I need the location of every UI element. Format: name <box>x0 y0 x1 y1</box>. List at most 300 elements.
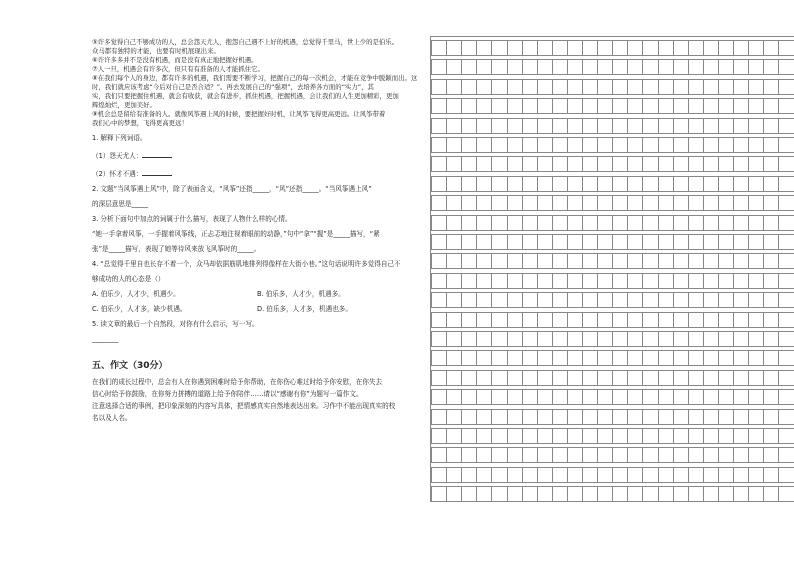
grid-cell[interactable] <box>567 429 582 443</box>
grid-cell[interactable] <box>537 448 552 462</box>
grid-cell[interactable] <box>763 80 778 94</box>
grid-cell[interactable] <box>552 60 567 74</box>
grid-cell[interactable] <box>476 293 491 307</box>
grid-cell[interactable] <box>537 99 552 113</box>
grid-cell[interactable] <box>537 80 552 94</box>
grid-cell[interactable] <box>642 429 657 443</box>
grid-cell[interactable] <box>718 274 733 288</box>
grid-cell[interactable] <box>673 60 688 74</box>
grid-cell[interactable] <box>582 351 597 365</box>
grid-cell[interactable] <box>627 254 642 268</box>
grid-cell[interactable] <box>627 487 642 501</box>
grid-cell[interactable] <box>763 429 778 443</box>
grid-cell[interactable] <box>597 448 612 462</box>
grid-cell[interactable] <box>507 235 522 249</box>
grid-cell[interactable] <box>522 60 537 74</box>
grid-cell[interactable] <box>763 235 778 249</box>
grid-cell[interactable] <box>778 410 793 424</box>
grid-cell[interactable] <box>688 274 703 288</box>
grid-cell[interactable] <box>642 119 657 133</box>
grid-cell[interactable] <box>658 410 673 424</box>
grid-cell[interactable] <box>612 332 627 346</box>
grid-cell[interactable] <box>642 410 657 424</box>
grid-cell[interactable] <box>627 448 642 462</box>
grid-cell[interactable] <box>597 80 612 94</box>
grid-cell[interactable] <box>507 216 522 230</box>
grid-cell[interactable] <box>567 41 582 55</box>
grid-cell[interactable] <box>446 332 461 346</box>
grid-cell[interactable] <box>522 313 537 327</box>
grid-cell[interactable] <box>431 487 446 501</box>
grid-cell[interactable] <box>688 60 703 74</box>
grid-cell[interactable] <box>688 254 703 268</box>
grid-cell[interactable] <box>763 196 778 210</box>
grid-cell[interactable] <box>431 313 446 327</box>
grid-cell[interactable] <box>673 274 688 288</box>
grid-cell[interactable] <box>688 216 703 230</box>
grid-cell[interactable] <box>688 41 703 55</box>
grid-cell[interactable] <box>522 99 537 113</box>
grid-cell[interactable] <box>491 448 506 462</box>
grid-cell[interactable] <box>461 119 476 133</box>
grid-cell[interactable] <box>567 157 582 171</box>
grid-cell[interactable] <box>507 371 522 385</box>
grid-cell[interactable] <box>507 390 522 404</box>
grid-cell[interactable] <box>446 293 461 307</box>
grid-cell[interactable] <box>733 293 748 307</box>
grid-cell[interactable] <box>507 448 522 462</box>
grid-cell[interactable] <box>748 157 763 171</box>
grid-cell[interactable] <box>748 119 763 133</box>
grid-cell[interactable] <box>476 390 491 404</box>
grid-cell[interactable] <box>748 177 763 191</box>
grid-cell[interactable] <box>688 448 703 462</box>
grid-cell[interactable] <box>582 254 597 268</box>
grid-cell[interactable] <box>461 410 476 424</box>
grid-cell[interactable] <box>673 157 688 171</box>
answer-blank[interactable] <box>142 167 172 176</box>
grid-cell[interactable] <box>658 196 673 210</box>
grid-cell[interactable] <box>658 351 673 365</box>
grid-cell[interactable] <box>703 410 718 424</box>
grid-cell[interactable] <box>703 235 718 249</box>
grid-cell[interactable] <box>597 235 612 249</box>
grid-cell[interactable] <box>431 468 446 482</box>
grid-cell[interactable] <box>491 216 506 230</box>
grid-cell[interactable] <box>552 216 567 230</box>
grid-cell[interactable] <box>597 99 612 113</box>
grid-cell[interactable] <box>582 235 597 249</box>
grid-cell[interactable] <box>431 177 446 191</box>
grid-cell[interactable] <box>627 99 642 113</box>
grid-cell[interactable] <box>491 41 506 55</box>
grid-cell[interactable] <box>507 293 522 307</box>
grid-cell[interactable] <box>537 60 552 74</box>
grid-cell[interactable] <box>552 274 567 288</box>
grid-cell[interactable] <box>688 80 703 94</box>
grid-cell[interactable] <box>537 313 552 327</box>
grid-cell[interactable] <box>507 410 522 424</box>
grid-cell[interactable] <box>733 99 748 113</box>
grid-cell[interactable] <box>567 332 582 346</box>
grid-cell[interactable] <box>582 274 597 288</box>
grid-cell[interactable] <box>597 254 612 268</box>
grid-cell[interactable] <box>688 235 703 249</box>
grid-cell[interactable] <box>658 216 673 230</box>
grid-cell[interactable] <box>627 80 642 94</box>
grid-cell[interactable] <box>733 254 748 268</box>
grid-cell[interactable] <box>688 99 703 113</box>
grid-cell[interactable] <box>552 196 567 210</box>
grid-cell[interactable] <box>522 429 537 443</box>
grid-cell[interactable] <box>703 216 718 230</box>
grid-cell[interactable] <box>612 293 627 307</box>
grid-cell[interactable] <box>642 216 657 230</box>
grid-cell[interactable] <box>763 41 778 55</box>
grid-cell[interactable] <box>778 254 793 268</box>
essay-writing-grid[interactable] <box>430 36 794 502</box>
grid-cell[interactable] <box>658 157 673 171</box>
grid-cell[interactable] <box>658 60 673 74</box>
grid-cell[interactable] <box>658 41 673 55</box>
grid-cell[interactable] <box>658 274 673 288</box>
grid-cell[interactable] <box>461 80 476 94</box>
grid-cell[interactable] <box>597 390 612 404</box>
grid-cell[interactable] <box>778 196 793 210</box>
grid-cell[interactable] <box>778 60 793 74</box>
grid-cell[interactable] <box>703 157 718 171</box>
grid-cell[interactable] <box>476 119 491 133</box>
grid-cell[interactable] <box>703 274 718 288</box>
grid-cell[interactable] <box>431 60 446 74</box>
grid-cell[interactable] <box>703 448 718 462</box>
grid-cell[interactable] <box>597 410 612 424</box>
grid-cell[interactable] <box>507 487 522 501</box>
grid-cell[interactable] <box>778 468 793 482</box>
grid-cell[interactable] <box>778 293 793 307</box>
grid-cell[interactable] <box>537 371 552 385</box>
grid-cell[interactable] <box>476 177 491 191</box>
grid-cell[interactable] <box>642 196 657 210</box>
grid-cell[interactable] <box>446 429 461 443</box>
grid-cell[interactable] <box>461 196 476 210</box>
grid-cell[interactable] <box>612 235 627 249</box>
grid-cell[interactable] <box>582 410 597 424</box>
grid-cell[interactable] <box>642 487 657 501</box>
grid-cell[interactable] <box>733 390 748 404</box>
grid-cell[interactable] <box>627 313 642 327</box>
grid-cell[interactable] <box>703 60 718 74</box>
grid-cell[interactable] <box>446 390 461 404</box>
grid-cell[interactable] <box>673 313 688 327</box>
grid-cell[interactable] <box>461 351 476 365</box>
grid-cell[interactable] <box>522 138 537 152</box>
grid-cell[interactable] <box>748 351 763 365</box>
grid-cell[interactable] <box>718 41 733 55</box>
grid-cell[interactable] <box>446 41 461 55</box>
grid-cell[interactable] <box>612 410 627 424</box>
grid-cell[interactable] <box>582 41 597 55</box>
grid-cell[interactable] <box>537 293 552 307</box>
grid-cell[interactable] <box>673 216 688 230</box>
grid-cell[interactable] <box>446 99 461 113</box>
grid-cell[interactable] <box>658 99 673 113</box>
grid-cell[interactable] <box>703 80 718 94</box>
grid-cell[interactable] <box>703 487 718 501</box>
grid-cell[interactable] <box>688 157 703 171</box>
grid-cell[interactable] <box>582 177 597 191</box>
grid-cell[interactable] <box>748 274 763 288</box>
grid-cell[interactable] <box>778 274 793 288</box>
grid-cell[interactable] <box>642 351 657 365</box>
grid-cell[interactable] <box>763 60 778 74</box>
grid-cell[interactable] <box>658 254 673 268</box>
grid-cell[interactable] <box>522 293 537 307</box>
grid-cell[interactable] <box>718 351 733 365</box>
grid-cell[interactable] <box>567 371 582 385</box>
grid-cell[interactable] <box>703 390 718 404</box>
grid-cell[interactable] <box>658 390 673 404</box>
grid-cell[interactable] <box>763 468 778 482</box>
grid-cell[interactable] <box>597 216 612 230</box>
grid-cell[interactable] <box>703 254 718 268</box>
grid-cell[interactable] <box>522 254 537 268</box>
grid-cell[interactable] <box>597 157 612 171</box>
grid-cell[interactable] <box>733 351 748 365</box>
grid-cell[interactable] <box>552 293 567 307</box>
grid-cell[interactable] <box>431 410 446 424</box>
grid-cell[interactable] <box>476 410 491 424</box>
grid-cell[interactable] <box>748 429 763 443</box>
grid-cell[interactable] <box>431 371 446 385</box>
grid-cell[interactable] <box>522 487 537 501</box>
grid-cell[interactable] <box>673 429 688 443</box>
grid-cell[interactable] <box>748 390 763 404</box>
grid-cell[interactable] <box>703 332 718 346</box>
grid-cell[interactable] <box>491 196 506 210</box>
grid-cell[interactable] <box>733 177 748 191</box>
grid-cell[interactable] <box>748 371 763 385</box>
grid-cell[interactable] <box>612 371 627 385</box>
grid-cell[interactable] <box>612 99 627 113</box>
grid-cell[interactable] <box>642 293 657 307</box>
grid-cell[interactable] <box>522 274 537 288</box>
grid-cell[interactable] <box>718 371 733 385</box>
grid-cell[interactable] <box>703 196 718 210</box>
grid-cell[interactable] <box>537 410 552 424</box>
grid-cell[interactable] <box>778 332 793 346</box>
grid-cell[interactable] <box>582 196 597 210</box>
answer-blank[interactable] <box>142 149 172 158</box>
grid-cell[interactable] <box>718 448 733 462</box>
grid-cell[interactable] <box>658 371 673 385</box>
grid-cell[interactable] <box>522 332 537 346</box>
grid-cell[interactable] <box>642 468 657 482</box>
grid-cell[interactable] <box>552 487 567 501</box>
grid-cell[interactable] <box>431 80 446 94</box>
grid-cell[interactable] <box>688 371 703 385</box>
grid-cell[interactable] <box>446 196 461 210</box>
grid-cell[interactable] <box>597 119 612 133</box>
grid-cell[interactable] <box>522 216 537 230</box>
grid-cell[interactable] <box>612 448 627 462</box>
grid-cell[interactable] <box>491 293 506 307</box>
grid-cell[interactable] <box>537 177 552 191</box>
grid-cell[interactable] <box>688 177 703 191</box>
grid-cell[interactable] <box>627 138 642 152</box>
grid-cell[interactable] <box>733 274 748 288</box>
grid-cell[interactable] <box>491 429 506 443</box>
grid-cell[interactable] <box>673 119 688 133</box>
grid-cell[interactable] <box>567 390 582 404</box>
grid-cell[interactable] <box>778 41 793 55</box>
grid-cell[interactable] <box>718 468 733 482</box>
grid-cell[interactable] <box>778 216 793 230</box>
grid-cell[interactable] <box>446 235 461 249</box>
grid-cell[interactable] <box>522 235 537 249</box>
grid-cell[interactable] <box>507 274 522 288</box>
grid-cell[interactable] <box>688 487 703 501</box>
grid-cell[interactable] <box>612 157 627 171</box>
grid-cell[interactable] <box>718 60 733 74</box>
grid-cell[interactable] <box>446 487 461 501</box>
grid-cell[interactable] <box>476 313 491 327</box>
grid-cell[interactable] <box>507 351 522 365</box>
grid-cell[interactable] <box>612 429 627 443</box>
grid-cell[interactable] <box>491 274 506 288</box>
grid-cell[interactable] <box>763 274 778 288</box>
grid-cell[interactable] <box>567 196 582 210</box>
grid-cell[interactable] <box>703 119 718 133</box>
grid-cell[interactable] <box>567 293 582 307</box>
grid-cell[interactable] <box>627 274 642 288</box>
grid-cell[interactable] <box>537 119 552 133</box>
grid-cell[interactable] <box>567 351 582 365</box>
grid-cell[interactable] <box>688 351 703 365</box>
grid-cell[interactable] <box>748 138 763 152</box>
grid-cell[interactable] <box>491 177 506 191</box>
grid-cell[interactable] <box>461 99 476 113</box>
grid-cell[interactable] <box>718 99 733 113</box>
grid-cell[interactable] <box>748 410 763 424</box>
grid-cell[interactable] <box>431 390 446 404</box>
grid-cell[interactable] <box>627 196 642 210</box>
grid-cell[interactable] <box>491 351 506 365</box>
grid-cell[interactable] <box>642 390 657 404</box>
grid-cell[interactable] <box>597 293 612 307</box>
grid-cell[interactable] <box>431 196 446 210</box>
grid-cell[interactable] <box>537 216 552 230</box>
grid-cell[interactable] <box>567 313 582 327</box>
option-a[interactable]: A. 伯乐少，人才少，机遇少。 <box>92 290 180 298</box>
grid-cell[interactable] <box>552 119 567 133</box>
grid-cell[interactable] <box>522 390 537 404</box>
grid-cell[interactable] <box>552 80 567 94</box>
grid-cell[interactable] <box>476 235 491 249</box>
grid-cell[interactable] <box>476 351 491 365</box>
grid-cell[interactable] <box>673 80 688 94</box>
grid-cell[interactable] <box>763 293 778 307</box>
grid-cell[interactable] <box>597 60 612 74</box>
grid-cell[interactable] <box>612 80 627 94</box>
grid-cell[interactable] <box>748 196 763 210</box>
grid-cell[interactable] <box>582 468 597 482</box>
grid-cell[interactable] <box>658 138 673 152</box>
grid-cell[interactable] <box>688 410 703 424</box>
grid-cell[interactable] <box>476 448 491 462</box>
grid-cell[interactable] <box>431 157 446 171</box>
grid-cell[interactable] <box>748 235 763 249</box>
grid-cell[interactable] <box>763 119 778 133</box>
grid-cell[interactable] <box>748 60 763 74</box>
grid-cell[interactable] <box>507 138 522 152</box>
grid-cell[interactable] <box>718 410 733 424</box>
grid-cell[interactable] <box>612 351 627 365</box>
grid-cell[interactable] <box>537 429 552 443</box>
grid-cell[interactable] <box>627 429 642 443</box>
grid-cell[interactable] <box>703 293 718 307</box>
grid-cell[interactable] <box>748 468 763 482</box>
grid-cell[interactable] <box>642 371 657 385</box>
grid-cell[interactable] <box>552 41 567 55</box>
grid-cell[interactable] <box>748 448 763 462</box>
grid-cell[interactable] <box>733 216 748 230</box>
grid-cell[interactable] <box>763 157 778 171</box>
grid-cell[interactable] <box>567 60 582 74</box>
grid-cell[interactable] <box>718 254 733 268</box>
grid-cell[interactable] <box>446 157 461 171</box>
grid-cell[interactable] <box>446 410 461 424</box>
grid-cell[interactable] <box>642 99 657 113</box>
grid-cell[interactable] <box>507 313 522 327</box>
grid-cell[interactable] <box>733 60 748 74</box>
grid-cell[interactable] <box>507 429 522 443</box>
grid-cell[interactable] <box>612 138 627 152</box>
grid-cell[interactable] <box>537 196 552 210</box>
grid-cell[interactable] <box>582 332 597 346</box>
grid-cell[interactable] <box>612 216 627 230</box>
grid-cell[interactable] <box>627 60 642 74</box>
grid-cell[interactable] <box>763 138 778 152</box>
grid-cell[interactable] <box>537 332 552 346</box>
grid-cell[interactable] <box>582 390 597 404</box>
grid-cell[interactable] <box>567 274 582 288</box>
grid-cell[interactable] <box>582 313 597 327</box>
grid-cell[interactable] <box>612 274 627 288</box>
grid-cell[interactable] <box>612 60 627 74</box>
grid-cell[interactable] <box>446 216 461 230</box>
grid-cell[interactable] <box>688 468 703 482</box>
grid-cell[interactable] <box>567 468 582 482</box>
grid-cell[interactable] <box>778 138 793 152</box>
grid-cell[interactable] <box>476 487 491 501</box>
grid-cell[interactable] <box>446 254 461 268</box>
grid-cell[interactable] <box>537 468 552 482</box>
grid-cell[interactable] <box>507 99 522 113</box>
grid-cell[interactable] <box>688 138 703 152</box>
grid-cell[interactable] <box>703 138 718 152</box>
grid-cell[interactable] <box>461 487 476 501</box>
grid-cell[interactable] <box>537 487 552 501</box>
grid-cell[interactable] <box>763 390 778 404</box>
grid-cell[interactable] <box>537 157 552 171</box>
grid-cell[interactable] <box>446 60 461 74</box>
grid-cell[interactable] <box>552 177 567 191</box>
grid-cell[interactable] <box>642 313 657 327</box>
grid-cell[interactable] <box>491 80 506 94</box>
grid-cell[interactable] <box>778 429 793 443</box>
grid-cell[interactable] <box>507 177 522 191</box>
